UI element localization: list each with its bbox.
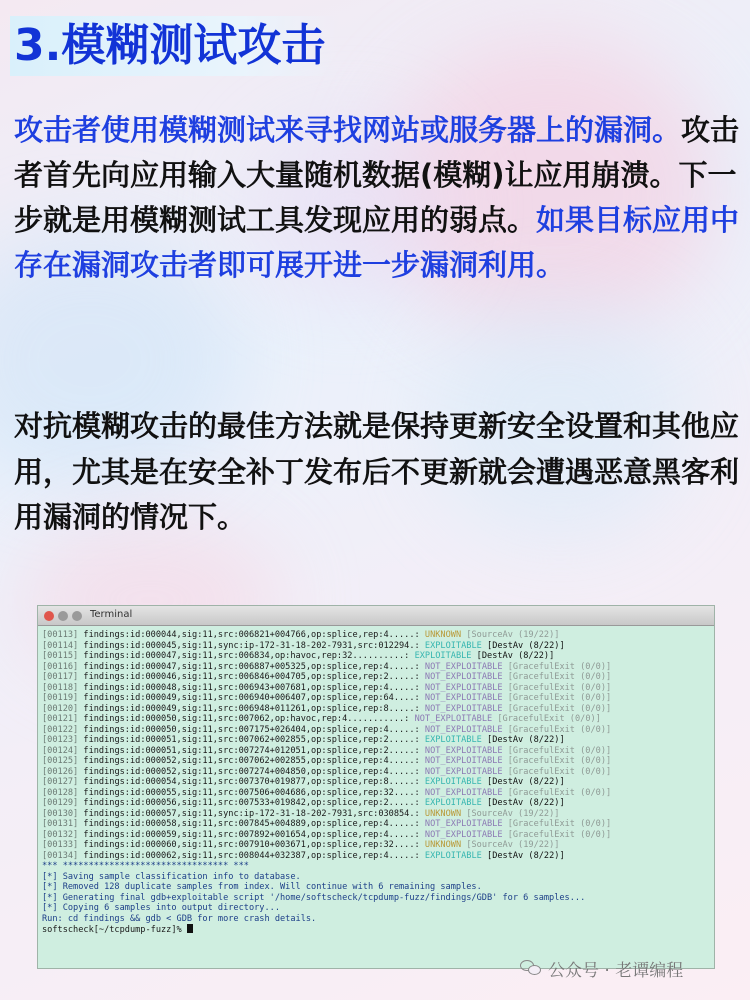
log-line: [*] Removed 128 duplicate samples from index. Will continue with 6 remaining samples. [42, 882, 482, 892]
line-number: [00130] [42, 808, 79, 819]
close-window-icon[interactable] [44, 611, 54, 621]
line-number: [00131] [42, 819, 79, 829]
finding-row [42, 809, 710, 820]
defense-paragraph: 对抗模糊攻击的最佳方法就是保持更新安全设置和其他应用，尤其是在安全补丁发布后不更新就会遭遇恶意黑客利用漏洞的情况下。 [14, 409, 740, 534]
finding-status: NOT_EXPLOITABLE [424, 829, 503, 840]
finding-path: findings:id:000056,sig:11,src:007533+019842,op:splice,rep:2.....: [83, 798, 420, 808]
line-number: [00113] [42, 630, 79, 640]
finding-status: UNKNOWN [424, 840, 462, 850]
line-number: [00124] [42, 745, 79, 756]
finding-path: findings:id:000044,sig:11,src:006821+004766,op:splice,rep:4.....: [83, 630, 420, 640]
intro-paragraph [14, 108, 742, 288]
line-number: [00114] [42, 640, 79, 651]
finding-path: findings:id:000059,sig:11,src:007892+001654,op:splice,rep:4.....: [83, 829, 420, 840]
shell-prompt: softscheck[~/tcpdump-fuzz]% [42, 925, 187, 935]
line-number: [00133] [42, 840, 79, 850]
finding-tag: [SourceAv (19/22)] [466, 808, 560, 819]
line-number: [00127] [42, 777, 79, 787]
maximize-window-icon[interactable] [72, 611, 82, 621]
finding-tag: [SourceAv (19/22)] [466, 840, 560, 850]
finding-row [42, 756, 710, 767]
finding-path: findings:id:000060,sig:11,src:007910+003671,op:splice,rep:32....: [83, 840, 420, 850]
finding-row [42, 851, 710, 862]
line-number: [00115] [42, 651, 79, 661]
finding-path: findings:id:000048,sig:11,src:006943+007681,op:splice,rep:4.....: [83, 682, 420, 693]
finding-row [42, 651, 710, 662]
line-number: [00125] [42, 756, 79, 766]
finding-path: findings:id:000057,sig:11,sync:ip-172-31-18-202-7931,src:030854.: [83, 808, 420, 819]
line-number: [00128] [42, 787, 79, 798]
finding-path: findings:id:000045,sig:11,sync:ip-172-31-18-202-7931,src:012294.: [83, 640, 420, 651]
terminal-window[interactable] [38, 606, 714, 968]
finding-row [42, 788, 710, 799]
finding-path: findings:id:000049,sig:11,src:006948+011261,op:splice,rep:8.....: [83, 703, 420, 714]
line-number: [00129] [42, 798, 79, 808]
finding-row [42, 630, 710, 641]
finding-tag: [GracefulExit (0/0)] [507, 819, 612, 829]
line-number: [00119] [42, 693, 79, 703]
finding-row [42, 830, 710, 841]
finding-tag: [DestAv (8/22)] [487, 777, 565, 787]
finding-path: findings:id:000052,sig:11,src:007062+002855,op:splice,rep:4.....: [83, 756, 420, 766]
finding-tag: [DestAv (8/22)] [487, 798, 565, 808]
log-line: [*] Saving sample classification info to database. [42, 871, 301, 882]
finding-tag: [GracefulExit (0/0)] [507, 682, 612, 693]
line-number: [00121] [42, 714, 79, 724]
line-number: [00118] [42, 682, 79, 693]
terminal-output[interactable] [42, 630, 710, 966]
watermark-text: 公众号 · 老谭编程 [548, 960, 684, 981]
finding-tag: [GracefulExit (0/0)] [507, 829, 612, 840]
finding-path: findings:id:000062,sig:11,src:008044+032387,op:splice,rep:4.....: [83, 850, 420, 861]
finding-status: NOT_EXPLOITABLE [424, 766, 503, 777]
line-number: [00117] [42, 672, 79, 682]
finding-status: NOT_EXPLOITABLE [424, 756, 503, 766]
finding-row [42, 693, 710, 704]
line-number: [00132] [42, 829, 79, 840]
finding-path: findings:id:000051,sig:11,src:007274+012051,op:splice,rep:2.....: [83, 745, 420, 756]
log-line: [*] Generating final gdb+exploitable script '/home/softscheck/tcpdump-fuzz/findings/GDB' for 6 samples... [42, 892, 586, 903]
finding-status: EXPLOITABLE [424, 777, 482, 787]
text-cursor [187, 924, 193, 933]
line-number: [00116] [42, 661, 79, 672]
finding-row [42, 662, 710, 673]
line-number: [00134] [42, 850, 79, 861]
finding-status: UNKNOWN [424, 808, 462, 819]
terminal-titlebar[interactable] [38, 606, 714, 626]
finding-status: EXPLOITABLE [424, 798, 482, 808]
terminal-title: Terminal [90, 609, 133, 620]
findings-list [42, 630, 710, 861]
log-line: Run: cd findings && gdb < GDB for more crash details. [42, 913, 317, 924]
finding-status: EXPLOITABLE [414, 651, 472, 661]
finding-status: NOT_EXPLOITABLE [424, 724, 503, 735]
finding-tag: [GracefulExit (0/0)] [507, 745, 612, 756]
line-number: [00120] [42, 703, 79, 714]
finding-row [42, 725, 710, 736]
finding-tag: [GracefulExit (0/0)] [507, 693, 612, 703]
finding-row [42, 819, 710, 830]
finding-path: findings:id:000052,sig:11,src:007274+004850,op:splice,rep:4.....: [83, 766, 420, 777]
line-number: [00122] [42, 724, 79, 735]
finding-tag: [DestAv (8/22)] [476, 651, 555, 661]
finding-status: NOT_EXPLOITABLE [424, 745, 503, 756]
finding-path: findings:id:000046,sig:11,src:006846+004705,op:splice,rep:2.....: [83, 672, 420, 682]
finding-row [42, 641, 710, 652]
finding-path: findings:id:000047,sig:11,src:006834,op:havoc,rep:32..........: [83, 651, 410, 661]
finding-path: findings:id:000051,sig:11,src:007062+002855,op:splice,rep:2.....: [83, 735, 420, 745]
log-line: [*] Copying 6 samples into output directory... [42, 903, 280, 913]
finding-status: NOT_EXPLOITABLE [424, 682, 503, 693]
finding-tag: [GracefulExit (0/0)] [507, 661, 612, 672]
finding-path: findings:id:000054,sig:11,src:007370+019877,op:splice,rep:8.....: [83, 777, 420, 787]
separator-line: *** ******************************** *** [42, 861, 249, 871]
finding-row [42, 777, 710, 788]
finding-row [42, 767, 710, 778]
finding-tag: [DestAv (8/22)] [487, 735, 565, 745]
finding-row [42, 746, 710, 757]
finding-row [42, 798, 710, 809]
finding-row [42, 683, 710, 694]
finding-tag: [GracefulExit (0/0)] [507, 756, 612, 766]
finding-status: NOT_EXPLOITABLE [424, 672, 503, 682]
finding-path: findings:id:000047,sig:11,src:006887+005325,op:splice,rep:4.....: [83, 661, 420, 672]
highlight-text: 攻击者使用模糊测试来寻找网站或服务器上的漏洞。 [14, 113, 682, 147]
finding-status: NOT_EXPLOITABLE [424, 661, 503, 672]
line-number: [00126] [42, 766, 79, 777]
finding-row [42, 714, 710, 725]
wechat-icon [520, 958, 542, 978]
finding-status: NOT_EXPLOITABLE [414, 714, 493, 724]
finding-status: EXPLOITABLE [424, 850, 482, 861]
finding-row [42, 735, 710, 746]
finding-tag: [SourceAv (19/22)] [466, 630, 560, 640]
finding-row [42, 672, 710, 683]
finding-status: UNKNOWN [424, 630, 462, 640]
finding-tag: [DestAv (8/22)] [487, 640, 565, 651]
finding-status: EXPLOITABLE [424, 735, 482, 745]
finding-path: findings:id:000050,sig:11,src:007062,op:havoc,rep:4...........: [83, 714, 410, 724]
minimize-window-icon[interactable] [58, 611, 68, 621]
finding-path: findings:id:000050,sig:11,src:007175+026404,op:splice,rep:4.....: [83, 724, 420, 735]
log-list [42, 872, 710, 925]
finding-status: NOT_EXPLOITABLE [424, 693, 503, 703]
finding-row [42, 704, 710, 715]
finding-status: NOT_EXPLOITABLE [424, 819, 503, 829]
finding-tag: [GracefulExit (0/0)] [507, 703, 612, 714]
finding-path: findings:id:000049,sig:11,src:006940+006407,op:splice,rep:64....: [83, 693, 420, 703]
finding-tag: [GracefulExit (0/0)] [507, 672, 612, 682]
finding-tag: [DestAv (8/22)] [487, 850, 565, 861]
finding-status: NOT_EXPLOITABLE [424, 703, 503, 714]
body-text: 攻击者首先向应用输入大量随机数据(模糊)让应用崩溃。下一步就是用模糊测试工具发现应用的弱点。 [14, 113, 740, 237]
finding-status: NOT_EXPLOITABLE [424, 787, 503, 798]
section-title: 3.模糊测试攻击 [10, 16, 339, 76]
highlight-text: 如果目标应用中存在漏洞攻击者即可展开进一步漏洞利用。 [14, 203, 740, 282]
finding-tag: [GracefulExit (0/0)] [507, 787, 612, 798]
shell-prompt-line[interactable] [42, 924, 710, 935]
watermark [520, 956, 683, 980]
finding-tag: [GracefulExit (0/0)] [507, 724, 612, 735]
line-number: [00123] [42, 735, 79, 745]
finding-tag: [GracefulExit (0/0)] [507, 766, 612, 777]
finding-status: EXPLOITABLE [424, 640, 482, 651]
finding-path: findings:id:000055,sig:11,src:007506+004686,op:splice,rep:32....: [83, 787, 420, 798]
finding-tag: [GracefulExit (0/0)] [497, 714, 601, 724]
finding-row [42, 840, 710, 851]
finding-path: findings:id:000058,sig:11,src:007845+004889,op:splice,rep:4.....: [83, 819, 420, 829]
